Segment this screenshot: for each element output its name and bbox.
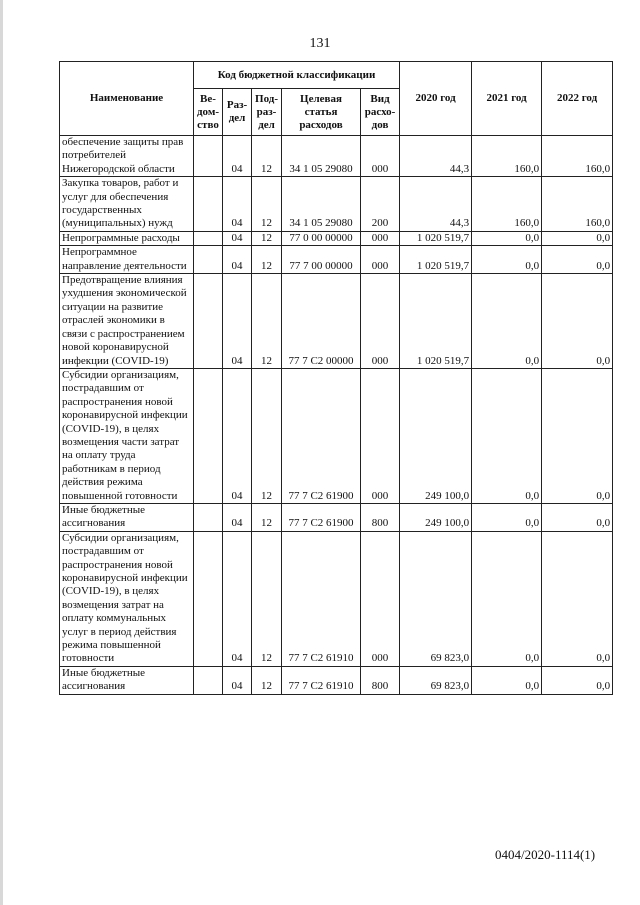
row-2020-cell: 1 020 519,7 xyxy=(400,274,472,369)
row-vid-cell: 200 xyxy=(361,177,400,232)
header-vedomstvo: Ве-дом-ство xyxy=(194,89,223,136)
row-name-cell: обеспечение защиты прав потребителей Нижегородской области xyxy=(60,136,194,177)
row-vedomstvo-cell xyxy=(194,666,223,694)
table-row xyxy=(60,177,613,232)
row-vedomstvo-cell xyxy=(194,246,223,274)
scan-edge xyxy=(0,0,3,905)
table-row xyxy=(60,531,613,666)
row-2022-cell: 160,0 xyxy=(542,136,613,177)
header-classification-group: Код бюджетной классификации xyxy=(194,62,400,89)
row-2021-cell: 160,0 xyxy=(472,177,542,232)
table-row xyxy=(60,368,613,503)
row-celevaya-cell: 77 0 00 00000 xyxy=(282,231,361,245)
row-celevaya-cell: 77 7 C2 61900 xyxy=(282,503,361,531)
header-celevaya: Целевая статья расходов xyxy=(282,89,361,136)
row-2022-cell: 0,0 xyxy=(542,274,613,369)
row-celevaya-cell: 77 7 C2 61910 xyxy=(282,666,361,694)
row-celevaya-cell: 34 1 05 29080 xyxy=(282,177,361,232)
row-2022-cell: 0,0 xyxy=(542,246,613,274)
row-vid-cell: 000 xyxy=(361,246,400,274)
row-celevaya-cell: 77 7 C2 61900 xyxy=(282,368,361,503)
row-vid-cell: 000 xyxy=(361,231,400,245)
row-vedomstvo-cell xyxy=(194,368,223,503)
header-razdel: Раз-дел xyxy=(223,89,252,136)
row-vid-cell: 000 xyxy=(361,531,400,666)
row-vedomstvo-cell xyxy=(194,177,223,232)
table-body xyxy=(60,136,613,695)
row-name-cell: Субсидии организациям, пострадавшим от распространения новой коронавирусной инфекции (COVID-19), в целях возмещения части затрат на оплату труда работникам в период действия режима повышенной готовности xyxy=(60,368,194,503)
table-row xyxy=(60,274,613,369)
row-vedomstvo-cell xyxy=(194,274,223,369)
row-razdel-cell: 04 xyxy=(223,246,252,274)
header-podrazdel: Под-раз-дел xyxy=(252,89,282,136)
row-vid-cell: 800 xyxy=(361,666,400,694)
row-celevaya-cell: 77 7 00 00000 xyxy=(282,246,361,274)
header-name: Наименование xyxy=(60,62,194,136)
row-celevaya-cell: 34 1 05 29080 xyxy=(282,136,361,177)
row-2020-cell: 1 020 519,7 xyxy=(400,246,472,274)
row-2021-cell: 0,0 xyxy=(472,274,542,369)
row-2021-cell: 160,0 xyxy=(472,136,542,177)
row-2022-cell: 0,0 xyxy=(542,531,613,666)
row-razdel-cell: 04 xyxy=(223,368,252,503)
budget-table xyxy=(59,61,613,695)
row-podrazdel-cell: 12 xyxy=(252,231,282,245)
document-code: 0404/2020-1114(1) xyxy=(495,847,596,862)
row-vid-cell: 000 xyxy=(361,274,400,369)
row-name-cell: Закупка товаров, работ и услуг для обеспечения государственных (муниципальных) нужд xyxy=(60,177,194,232)
row-2022-cell: 0,0 xyxy=(542,503,613,531)
row-2020-cell: 44,3 xyxy=(400,177,472,232)
row-podrazdel-cell: 12 xyxy=(252,531,282,666)
row-2020-cell: 69 823,0 xyxy=(400,666,472,694)
row-vedomstvo-cell xyxy=(194,136,223,177)
row-2021-cell: 0,0 xyxy=(472,503,542,531)
table-row xyxy=(60,666,613,694)
row-2022-cell: 0,0 xyxy=(542,231,613,245)
row-celevaya-cell: 77 7 C2 61910 xyxy=(282,531,361,666)
table-row xyxy=(60,231,613,245)
header-2021: 2021 год xyxy=(472,62,542,136)
row-razdel-cell: 04 xyxy=(223,531,252,666)
header-vid: Вид расхо-дов xyxy=(361,89,400,136)
row-2020-cell: 249 100,0 xyxy=(400,503,472,531)
header-2020: 2020 год xyxy=(400,62,472,136)
row-celevaya-cell: 77 7 C2 00000 xyxy=(282,274,361,369)
row-name-cell: Иные бюджетные ассигнования xyxy=(60,503,194,531)
row-vedomstvo-cell xyxy=(194,531,223,666)
page-number: 131 xyxy=(309,36,331,51)
row-podrazdel-cell: 12 xyxy=(252,246,282,274)
row-name-cell: Предотвращение влияния ухудшения экономической ситуации на развитие отраслей экономики в связи с распространением новой коронавирусной инфекции (COVID-19) xyxy=(60,274,194,369)
row-2022-cell: 0,0 xyxy=(542,666,613,694)
table-row xyxy=(60,503,613,531)
row-2021-cell: 0,0 xyxy=(472,666,542,694)
row-razdel-cell: 04 xyxy=(223,136,252,177)
row-razdel-cell: 04 xyxy=(223,177,252,232)
row-2020-cell: 44,3 xyxy=(400,136,472,177)
row-vid-cell: 000 xyxy=(361,368,400,503)
row-2021-cell: 0,0 xyxy=(472,368,542,503)
row-podrazdel-cell: 12 xyxy=(252,666,282,694)
row-razdel-cell: 04 xyxy=(223,503,252,531)
row-razdel-cell: 04 xyxy=(223,274,252,369)
header-2022: 2022 год xyxy=(542,62,613,136)
row-2021-cell: 0,0 xyxy=(472,531,542,666)
table-row xyxy=(60,136,613,177)
row-vedomstvo-cell xyxy=(194,231,223,245)
row-vid-cell: 000 xyxy=(361,136,400,177)
row-name-cell: Иные бюджетные ассигнования xyxy=(60,666,194,694)
row-2022-cell: 0,0 xyxy=(542,368,613,503)
row-2022-cell: 160,0 xyxy=(542,177,613,232)
row-name-cell: Субсидии организациям, пострадавшим от распространения новой коронавирусной инфекции (COVID-19), в целях возмещения затрат на оплату коммунальных услуг в период действия режима повышенной готовности xyxy=(60,531,194,666)
row-2020-cell: 69 823,0 xyxy=(400,531,472,666)
row-podrazdel-cell: 12 xyxy=(252,368,282,503)
row-2020-cell: 1 020 519,7 xyxy=(400,231,472,245)
row-podrazdel-cell: 12 xyxy=(252,136,282,177)
row-podrazdel-cell: 12 xyxy=(252,177,282,232)
row-razdel-cell: 04 xyxy=(223,231,252,245)
row-name-cell: Непрограммные расходы xyxy=(60,231,194,245)
row-vedomstvo-cell xyxy=(194,503,223,531)
row-vid-cell: 800 xyxy=(361,503,400,531)
row-podrazdel-cell: 12 xyxy=(252,503,282,531)
row-podrazdel-cell: 12 xyxy=(252,274,282,369)
row-2021-cell: 0,0 xyxy=(472,231,542,245)
row-2020-cell: 249 100,0 xyxy=(400,368,472,503)
row-name-cell: Непрограммное направление деятельности xyxy=(60,246,194,274)
row-razdel-cell: 04 xyxy=(223,666,252,694)
table-row xyxy=(60,246,613,274)
row-2021-cell: 0,0 xyxy=(472,246,542,274)
